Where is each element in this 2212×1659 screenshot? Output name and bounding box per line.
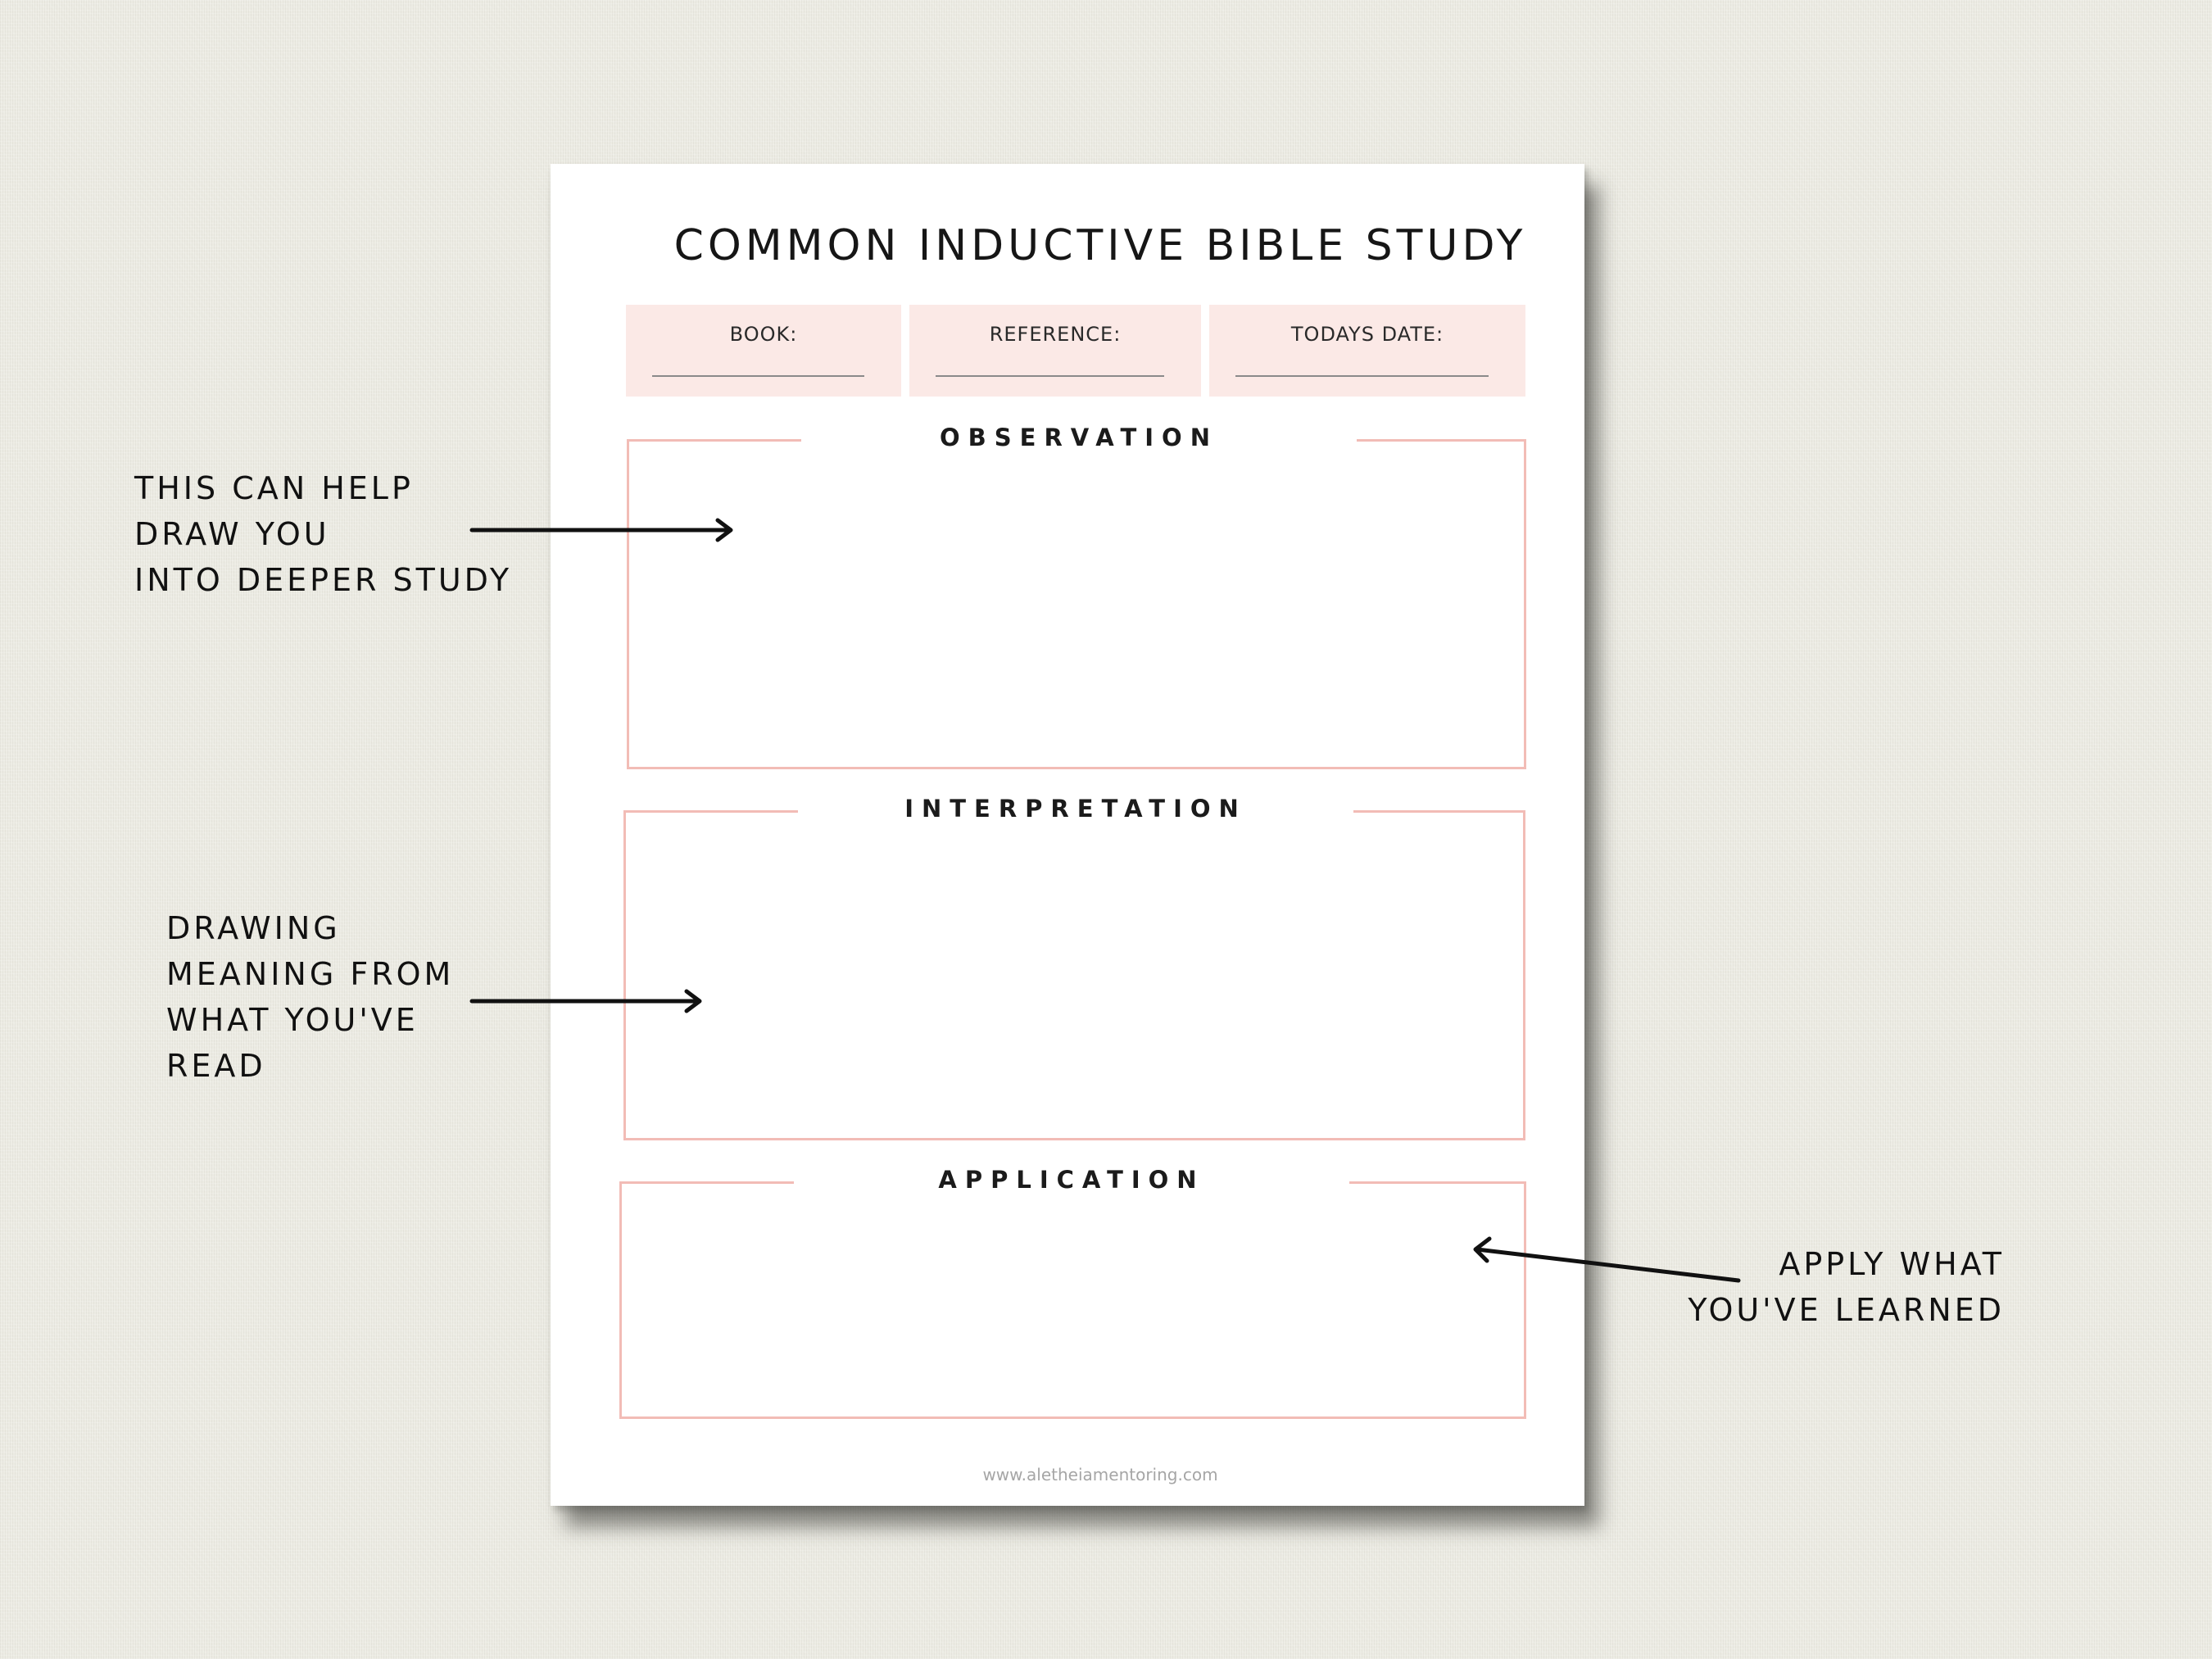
observation-heading: OBSERVATION <box>940 424 1218 451</box>
annotation-line: APPLY WHAT <box>1779 1246 2005 1282</box>
interpretation-annotation <box>166 905 454 1089</box>
reference-label: REFERENCE: <box>989 323 1122 346</box>
book-blank-line <box>652 375 864 377</box>
interpretation-box <box>623 795 1525 1140</box>
interpretation-heading: INTERPRETATION <box>904 795 1247 823</box>
book-label: BOOK: <box>729 323 798 346</box>
date-blank-line <box>1235 375 1489 377</box>
application-annotation <box>1688 1241 2005 1333</box>
date-field <box>1209 305 1525 397</box>
website-footer: www.aletheiamentoring.com <box>982 1465 1218 1484</box>
annotation-line: DRAWING <box>166 910 341 946</box>
book-field <box>626 305 901 397</box>
date-label: TODAYS DATE: <box>1290 323 1444 346</box>
annotation-line: YOU'VE LEARNED <box>1688 1292 2005 1328</box>
worksheet-title: COMMON INDUCTIVE BIBLE STUDY <box>673 221 1527 270</box>
annotation-line: INTO DEEPER STUDY <box>134 562 513 598</box>
annotation-line: WHAT YOU'VE <box>166 1002 419 1038</box>
worksheet-paper <box>551 164 1584 1506</box>
reference-field <box>909 305 1201 397</box>
observation-box <box>627 424 1526 769</box>
annotation-line: READ <box>166 1048 266 1084</box>
reference-blank-line <box>936 375 1164 377</box>
application-box <box>619 1166 1526 1419</box>
annotation-line: THIS CAN HELP <box>134 470 414 506</box>
observation-annotation <box>134 465 512 603</box>
application-heading: APPLICATION <box>938 1166 1205 1194</box>
annotation-line: MEANING FROM <box>166 956 455 992</box>
annotation-line: DRAW YOU <box>134 516 330 552</box>
